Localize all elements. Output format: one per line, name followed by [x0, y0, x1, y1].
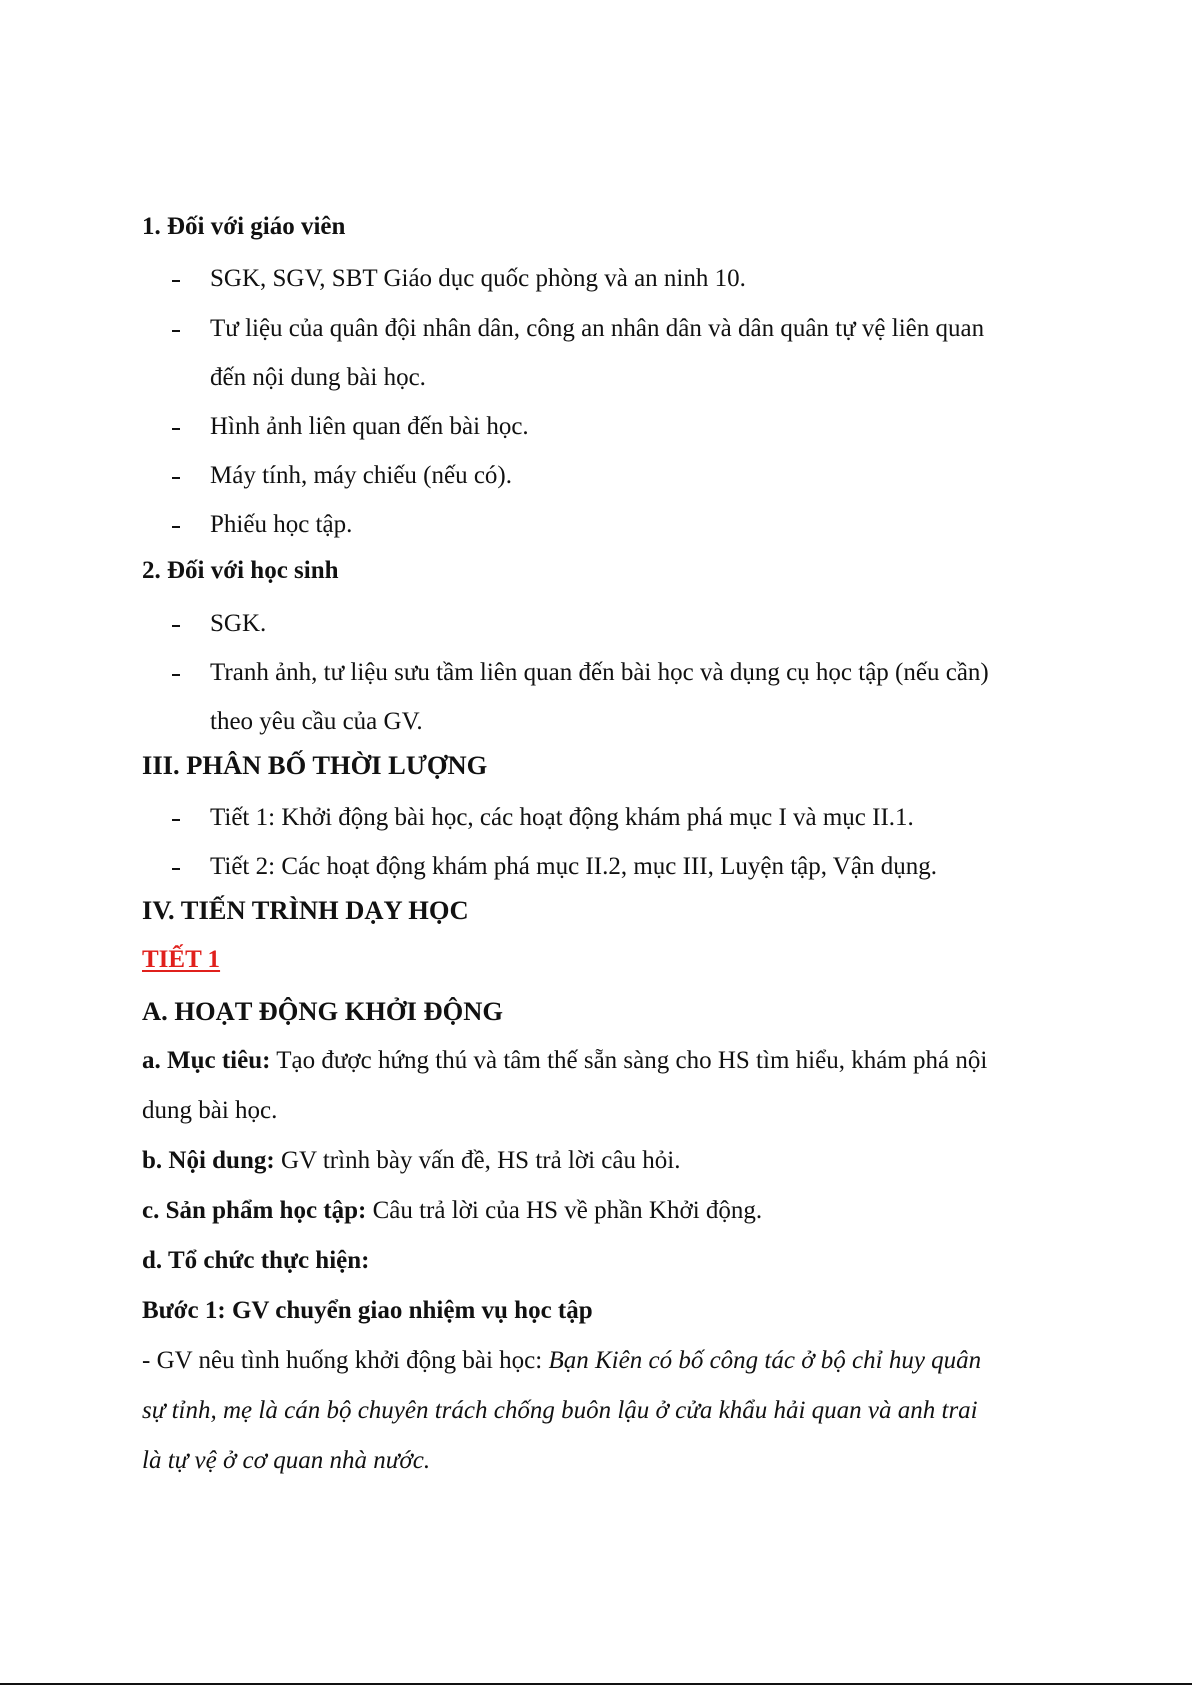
content-line [142, 1146, 680, 1176]
situation-italic: Bạn Kiên có bố công tác ở bộ chỉ huy quân [548, 1347, 982, 1374]
bullet-dash [172, 674, 180, 676]
situation-continuation: là tự vệ ở cơ quan nhà nước. [142, 1447, 431, 1474]
product-label: c. Sản phẩm học tập: [142, 1197, 367, 1224]
objective-label: a. Mục tiêu: [142, 1047, 271, 1074]
bullet-dash [172, 868, 180, 870]
time-item: Tiết 2: Các hoạt động khám phá mục II.2, mục III, Luyện tập, Vận dụng. [210, 853, 937, 880]
bullet-dash [172, 819, 180, 821]
situation-line [142, 1346, 981, 1376]
organize-label: d. Tổ chức thực hiện: [142, 1247, 370, 1274]
product-line [142, 1196, 762, 1226]
content-label: b. Nội dung: [142, 1147, 275, 1174]
objective-text: Tạo được hứng thú và tâm thế sẵn sàng cho HS tìm hiểu, khám phá nội [270, 1047, 988, 1074]
heading-teacher: 1. Đối với giáo viên [142, 213, 346, 240]
student-item-continuation: theo yêu cầu của GV. [210, 708, 423, 735]
bullet-dash [172, 428, 180, 430]
bullet-dash [172, 526, 180, 528]
student-item: SGK. [210, 610, 267, 637]
bullet-dash [172, 625, 180, 627]
bullet-dash [172, 477, 180, 479]
step1-heading: Bước 1: GV chuyển giao nhiệm vụ học tập [142, 1297, 593, 1324]
teacher-item: Tư liệu của quân đội nhân dân, công an nhân dân và dân quân tự vệ liên quan [210, 315, 985, 342]
teacher-item-continuation: đến nội dung bài học. [210, 364, 426, 391]
lesson-label: TIẾT 1 [142, 946, 221, 973]
teacher-item: Máy tính, máy chiếu (nếu có). [210, 462, 512, 489]
situation-continuation: sự tỉnh, mẹ là cán bộ chuyên trách chống buôn lậu ở cửa khẩu hải quan và anh trai [142, 1397, 978, 1424]
teacher-item: Phiếu học tập. [210, 511, 353, 538]
situation-lead: - GV nêu tình huống khởi động bài học: [142, 1347, 549, 1374]
heading-student: 2. Đối với học sinh [142, 557, 339, 584]
bullet-dash [172, 280, 180, 282]
objective-line [142, 1046, 987, 1076]
student-item: Tranh ảnh, tư liệu sưu tầm liên quan đến bài học và dụng cụ học tập (nếu cần) [210, 659, 989, 686]
content-text: GV trình bày vấn đề, HS trả lời câu hỏi. [274, 1147, 681, 1174]
bullet-dash [172, 330, 180, 332]
heading-time-allocation: III. PHÂN BỐ THỜI LƯỢNG [142, 750, 488, 780]
objective-continuation: dung bài học. [142, 1097, 278, 1124]
time-item: Tiết 1: Khởi động bài học, các hoạt động khám phá mục I và mục II.1. [210, 804, 914, 831]
product-text: Câu trả lời của HS về phần Khởi động. [366, 1197, 763, 1224]
heading-teaching-process: IV. TIẾN TRÌNH DẠY HỌC [142, 895, 469, 925]
heading-warmup-activity: A. HOẠT ĐỘNG KHỞI ĐỘNG [142, 996, 503, 1026]
teacher-item: SGK, SGV, SBT Giáo dục quốc phòng và an ninh 10. [210, 265, 746, 292]
teacher-item: Hình ảnh liên quan đến bài học. [210, 413, 529, 440]
